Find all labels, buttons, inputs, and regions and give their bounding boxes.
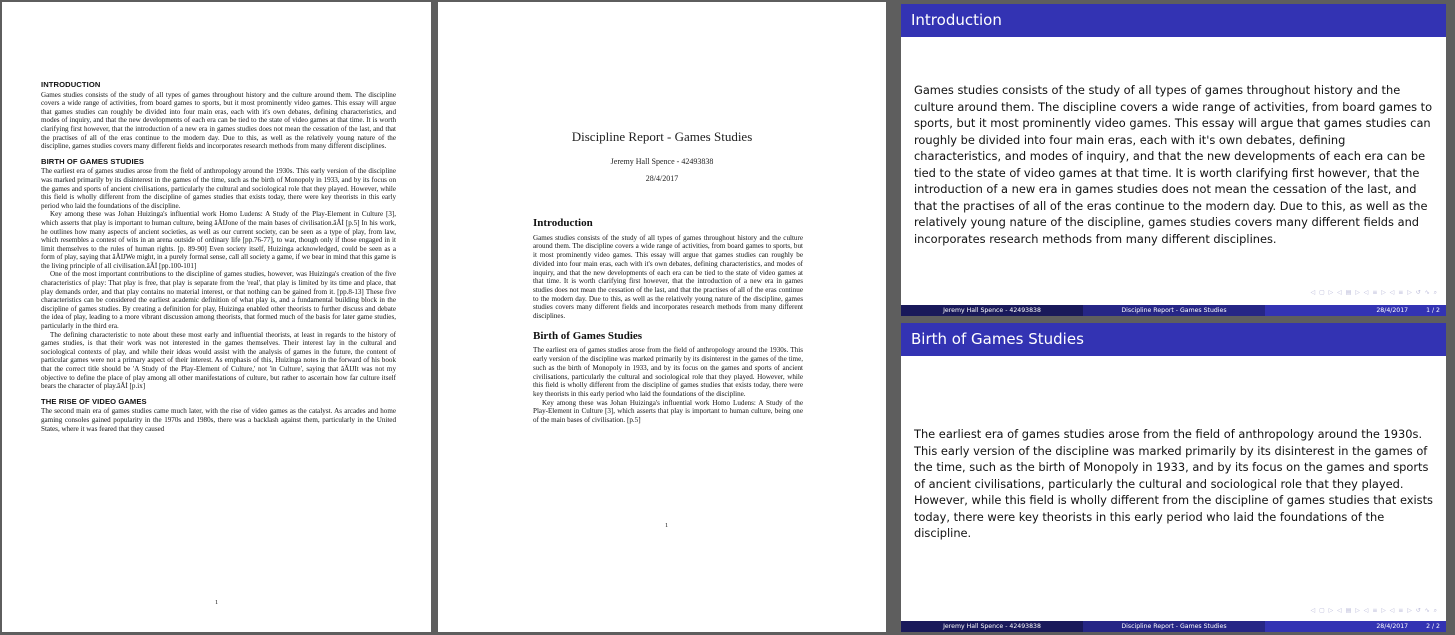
- slide-footer: [901, 621, 1446, 632]
- section-heading: BIRTH OF GAMES STUDIES: [41, 156, 145, 166]
- section-heading: INTRODUCTION: [41, 80, 101, 89]
- slide-body: Games studies consists of the study of all types of games throughout history and the culture around them. The discipline covers a wide range of activities, from board games to sports, but it most prominently video games. This essay will argue that games studies can roughly be divided into four main eras, each with it's own debates, defining characteristics, and modes of inquiry, and that the new developments of each era can be tied to the state of video games at that time. It is worth clarifying first however, that the introduction of a new era in games studies does not mean the cessation of the last, and that the practises of all of the eras continue to the modern day. Due to this, as well as the relatively young nature of the discipline, games studies covers many different fields and incorporates research methods from many different disciplines.: [914, 83, 1433, 246]
- section-heading: Birth of Games Studies: [533, 329, 643, 342]
- slide-title: Introduction: [901, 4, 1446, 37]
- paragraph: Key among these was Johan Huizinga's influential work Homo Ludens: A Study of the Play-Element in Culture [3], which asserts that play is important to human culture, being âĂIJone of the main bases of civilisation.âĂİ [p.5] In his work, he outlines how many aspects of ancient societies, as well as our current society, can be seen as a type of play, from law, which resembles a contest of wits in an arena outside of ordinary life [pp.76-77], to war, though only if those engaged in it limit themselves to the rules of human rights. [p. 89-90] Even society itself, Huizinga acknowledged, could be seen as a form of play, saying that âĂIJWe might, in a purely formal sense, call all society a game, if we bear in mind that this game is the living principle of all civilisation.âĂİ [pp.100-101]: [41, 210, 396, 270]
- slide-body: The earliest era of games studies arose from the field of anthropology around the 1930s. This early version of the discipline was marked primarily by its disinterest in the games of the time, such as the birth of Monopoly in 1933, and by its focus on the games and sports of ancient civilisations, particularly the cultural and sociological role that they played. However, while this field is wholly different from the discipline of games studies that exists today, there were key theorists in this early period who laid the foundations of the discipline.: [914, 427, 1433, 540]
- footer-author: Jeremy Hall Spence - 42493838: [901, 305, 1083, 316]
- report-date: 28/4/2017: [645, 174, 679, 183]
- section-heading: Introduction: [533, 217, 593, 229]
- paragraph: The earliest era of games studies arose from the field of anthropology around the 1930s. This early version of the discipline was marked primarily by its disinterest in the games of the time, such as the birth of Monopoly in 1933, and by its focus on the games and sports of ancient civilisations, particularly the cultural and sociological role that they played. However, while this field is wholly different from the discipline of games studies that exists today, there were key theorists in this early period who laid the foundations of the discipline.: [41, 167, 396, 210]
- report-title: Discipline Report - Games Studies: [571, 129, 753, 144]
- footer-title: Discipline Report - Games Studies: [1083, 305, 1265, 316]
- slide-2: [901, 323, 1446, 632]
- section-rise: [41, 398, 396, 433]
- article-page: [2, 2, 431, 632]
- section-introduction: [41, 81, 396, 151]
- footer-meta: [1265, 305, 1446, 316]
- article-body: [41, 81, 396, 433]
- footer-author: Jeremy Hall Spence - 42493838: [901, 621, 1083, 632]
- footer-date: 28/4/2017: [1376, 307, 1409, 314]
- slide-1: [901, 4, 1446, 316]
- paragraph: The second main era of games studies came much later, with the rise of video games as the catalyst. As arcades and home gaming consoles gained popularity in the 1970s and 1980s, there was a backlash against them, particularly in the United States, where it was feared that they caused: [41, 407, 396, 433]
- paragraph: One of the most important contributions to the discipline of games studies, however, was Huizinga's creation of the five characteristics of play: That play is free, that play is separate from the 'real', that play is limited by its time and place, that play demands order, and that play contains no material interest, or that nothing can be gained from it. [pp.8-13] These five characteristics can be considered the earliest academic definition of what play is, and a fundamental building block in the discipline of games studies. By creating a definition for play, Huizinga enabled other theorists to further discuss and debate the idea of play, leading to a more vibrant discussion among theorists, that formed much of the basis for later game studies, particularly in the third era.: [41, 270, 396, 331]
- page-number: 1: [215, 599, 219, 606]
- report-author: Jeremy Hall Spence - 42493838: [610, 157, 714, 166]
- paragraph: Games studies consists of the study of all types of games throughout history and the culture around them. The discipline covers a wide range of activities, from board games to sports, but it most prominently video games. This essay will argue that games studies can roughly be divided into four main eras, each with it's own debates, defining characteristics, and modes of inquiry, and that the new developments of each era can be tied to the state of video games at that time. It is worth clarifying first however, that the introduction of a new era in games studies does not mean the cessation of the last, and that the practises of all of the eras continue to the modern day. Due to this, as well as the relatively young nature of the discipline, games studies covers many different fields and incorporates research methods from many different disciplines.: [41, 90, 396, 151]
- footer-date: 28/4/2017: [1376, 623, 1409, 630]
- footer-title: Discipline Report - Games Studies: [1083, 621, 1265, 632]
- paragraph: Key among these was Johan Huizinga's influential work Homo Ludens: A Study of the Play-Element in Culture [3], which asserts that play is important to human culture, being one of the main bases of civilisation. [p.5]: [533, 398, 803, 425]
- paragraph: The earliest era of games studies arose from the field of anthropology around the 1930s. This early version of the discipline was marked primarily by its disinterest in the games of the time, such as the birth of Monopoly in 1933, and by its focus on the games and sports of ancient civilisations, particularly the cultural and sociological role that they played. However, while this field is wholly different from the discipline of games studies that exists today, there were key theorists in this early period who laid the foundations of the discipline.: [533, 346, 803, 398]
- paragraph: Games studies consists of the study of all types of games throughout history and the culture around them. The discipline covers a wide range of activities, from board games to sports, but it most prominently video games. This essay will argue that games studies can roughly be divided into four main eras, each with it's own debates, defining characteristics, and modes of inquiry, and that the new developments of each era can be tied to the state of video games at that time. It is worth clarifying first however, that the introduction of a new era in games studies does not mean the cessation of the last, and that the practises of all of the eras continue to the modern day. Due to this, as well as the relatively young nature of the discipline, games studies covers many different fields and incorporates research methods from many different disciplines.: [533, 233, 803, 321]
- slide-footer: [901, 305, 1446, 316]
- report-body: [533, 219, 803, 425]
- footer-page: 1 / 2: [1426, 307, 1440, 314]
- beamer-nav-icons[interactable]: ◁ ▢ ▷ ◁ ▤ ▷ ◁ ≡ ▷ ◁ ≡ ▷ ↺ ∿ ⌕: [1310, 607, 1438, 614]
- footer-meta: [1265, 621, 1446, 632]
- paragraph: The defining characteristic to note about these most early and influential theorists, at least in regards to the history of games studies, is that their work was not interested in the games themselves. Their interest lay in the cultural and sociological contexts of play, and while their ideas would assist with the analysis of games in the future, the content of particular games were not a primary aspect of their interest. As emphasis of this, Huizinga notes in the forward of his book that the correct title should be 'A Study of the Play-Element of Culture,' not 'in Culture', saying that âĂIJIt was not my objective to define the place of play among all other manifestations of culture, but rather to ascertain how far culture itself bears the character of play.âĂİ [p.ix]: [41, 330, 396, 391]
- report-page: [438, 2, 886, 632]
- beamer-nav-icons[interactable]: ◁ ▢ ▷ ◁ ▤ ▷ ◁ ≡ ▷ ◁ ≡ ▷ ↺ ∿ ⌕: [1310, 289, 1438, 296]
- slide-title: Birth of Games Studies: [901, 323, 1446, 356]
- section-birth: [41, 158, 396, 391]
- section-heading: THE RISE OF VIDEO GAMES: [41, 396, 147, 406]
- page-number: 1: [665, 522, 669, 529]
- footer-page: 2 / 2: [1426, 623, 1440, 630]
